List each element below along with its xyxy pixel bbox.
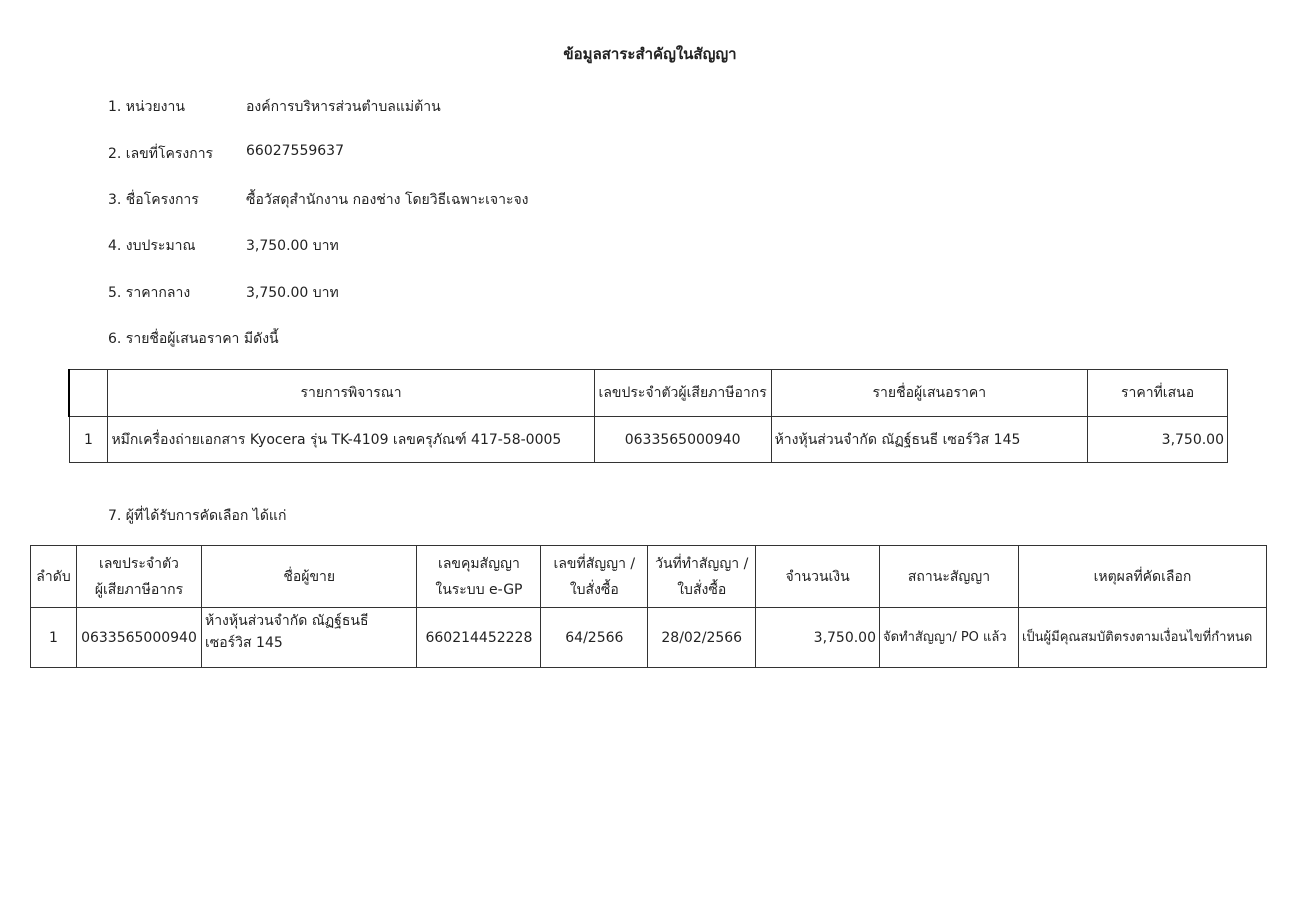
info-label: 4. งบประมาณ: [108, 238, 196, 254]
table-header-cell: วันที่ทำสัญญา / ใบสั่งซื้อ: [648, 546, 756, 608]
table-cell-amount: 3,750.00: [756, 608, 880, 668]
table-cell-bidder: ห้างหุ้นส่วนจำกัด ณัฏฐ์ธนธี เซอร์วิส 145: [771, 417, 1088, 463]
table-header-cell: สถานะสัญญา: [880, 546, 1019, 608]
table-header-row: [69, 370, 1228, 417]
table-header-row: [31, 546, 1267, 608]
section-6-heading: 6. รายชื่อผู้เสนอราคา มีดังนี้: [108, 331, 279, 347]
table-cell-reason: เป็นผู้มีคุณสมบัติตรงตามเงื่อนไขที่กำหนด: [1018, 608, 1266, 668]
table-cell-tax-id: 0633565000940: [76, 608, 201, 668]
info-label: 1. หน่วยงาน: [108, 99, 185, 115]
table-header-cell: รายชื่อผู้เสนอราคา: [771, 370, 1088, 417]
info-label: 3. ชื่อโครงการ: [108, 192, 199, 208]
table-cell-index: 1: [69, 417, 108, 463]
table-cell-contract-date: 28/02/2566: [648, 608, 756, 668]
table-cell-contract-number: 64/2566: [541, 608, 648, 668]
table-header-cell: เลขที่สัญญา / ใบสั่งซื้อ: [541, 546, 648, 608]
info-value: 3,750.00 บาท: [246, 285, 339, 301]
info-value: 66027559637: [246, 143, 344, 159]
table-header-cell: เลขคุมสัญญา ในระบบ e-GP: [417, 546, 541, 608]
info-label: 5. ราคากลาง: [108, 285, 191, 301]
table-header-cell: เหตุผลที่คัดเลือก: [1018, 546, 1266, 608]
table-header-cell: รายการพิจารณา: [108, 370, 594, 417]
table-row: [31, 608, 1267, 668]
bidders-table: [68, 369, 1228, 463]
table-cell-index: 1: [31, 608, 77, 668]
info-value: ซื้อวัสดุสำนักงาน กองช่าง โดยวิธีเฉพาะเจาะจง: [246, 192, 529, 208]
table-row: [69, 417, 1228, 463]
table-cell-vendor: ห้างหุ้นส่วนจำกัด ณัฏฐ์ธนธี เซอร์วิส 145: [201, 608, 416, 668]
table-header-cell: ลำดับ: [31, 546, 77, 608]
table-cell-item: หมึกเครื่องถ่ายเอกสาร Kyocera รุ่น TK-4109 เลขครุภัณฑ์ 417-58-0005: [108, 417, 594, 463]
table-cell-contract-control: 660214452228: [417, 608, 541, 668]
table-header-cell: จำนวนเงิน: [756, 546, 880, 608]
info-value: องค์การบริหารส่วนตำบลแม่ต้าน: [246, 99, 441, 115]
section-7-heading: 7. ผู้ที่ได้รับการคัดเลือก ได้แก่: [108, 508, 287, 524]
info-label: 2. เลขที่โครงการ: [108, 146, 214, 162]
info-value: 3,750.00 บาท: [246, 238, 339, 254]
table-header-cell: เลขประจำตัว ผู้เสียภาษีอากร: [76, 546, 201, 608]
table-header-cell: [69, 370, 108, 417]
document-title: ข้อมูลสาระสำคัญในสัญญา: [563, 45, 737, 63]
table-cell-tax-id: 0633565000940: [594, 417, 771, 463]
table-header-cell: ราคาที่เสนอ: [1088, 370, 1228, 417]
selected-vendor-table: [30, 545, 1267, 668]
table-header-cell: เลขประจำตัวผู้เสียภาษีอากร: [594, 370, 771, 417]
table-cell-price: 3,750.00: [1088, 417, 1228, 463]
table-cell-status: จัดทำสัญญา/ PO แล้ว: [880, 608, 1019, 668]
table-header-cell: ชื่อผู้ขาย: [201, 546, 416, 608]
